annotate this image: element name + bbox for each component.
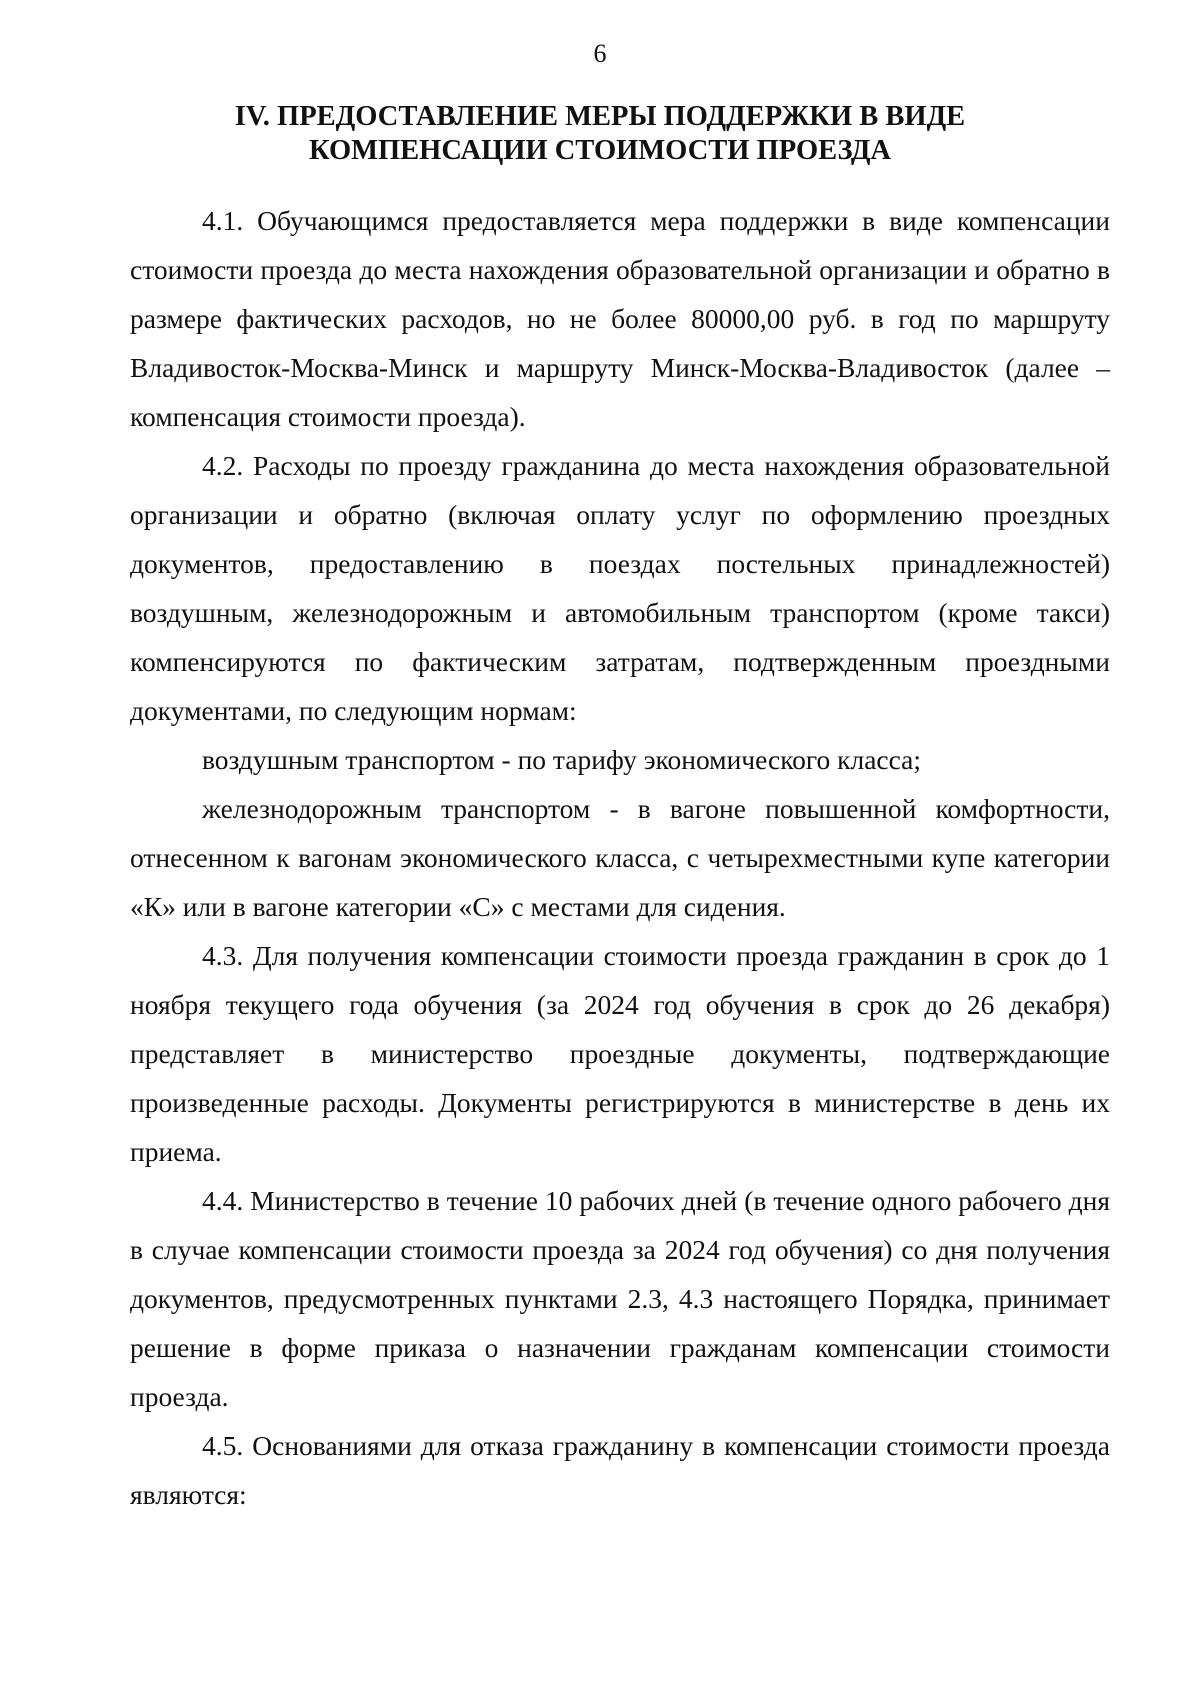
paragraph-4-3: 4.3. Для получения компенсации стоимости проезда гражданин в срок до 1 ноября текущего года обучения (за 2024 год обучения в срок до 26 декабря) представляет в министерство проездные документы, подтверждающие произведенные расходы. Документы регистрируются в министерстве в день их приема.	[130, 940, 1110, 1167]
paragraph-4-5: 4.5. Основаниями для отказа гражданину в компенсации стоимости проезда являются:	[130, 1430, 1110, 1510]
section-heading-line-2: КОМПЕНСАЦИИ СТОИМОСТИ ПРОЕЗДА	[308, 135, 892, 166]
paragraph-4-2: 4.2. Расходы по проезду гражданина до места нахождения образовательной организации и обратно (включая оплату услуг по оформлению проездных документов, предоставлению в поездах постельных принадлежностей) воздушным, железнодорожным и автомобильным транспортом (кроме такси) компенсируются по фактическим затратам, подтвержденным проездными документами, по следующим нормам:	[130, 450, 1110, 726]
page-number: 6	[593, 39, 607, 68]
paragraph-air-transport: воздушным транспортом - по тарифу экономического класса;	[202, 744, 922, 775]
document-body	[130, 196, 1110, 1519]
paragraph-4-1: 4.1. Обучающимся предоставляется мера поддержки в виде компенсации стоимости проезда до места нахождения образовательной организации и обратно в размере фактических расходов, но не более 80000,00 руб. в год по маршруту Владивосток-Москва-Минск и маршруту Минск-Москва-Владивосток (далее – компенсация стоимости проезда).	[130, 205, 1110, 432]
paragraph-4-4: 4.4. Министерство в течение 10 рабочих дней (в течение одного рабочего дня в случае компенсации стоимости проезда за 2024 год обучения) со дня получения документов, предусмотренных пунктами 2.3, 4.3 настоящего Порядка, принимает решение в форме приказа о назначении гражданам компенсации стоимости проезда.	[130, 1185, 1110, 1412]
paragraph-rail-transport: железнодорожным транспортом - в вагоне повышенной комфортности, отнесенном к вагонам экономического класса, с четырехместными купе категории «К» или в вагоне категории «С» с местами для сидения.	[130, 793, 1110, 922]
section-heading	[0, 100, 1200, 168]
section-heading-line-1: IV. ПРЕДОСТАВЛЕНИЕ МЕРЫ ПОДДЕРЖКИ В ВИДЕ	[234, 101, 966, 132]
